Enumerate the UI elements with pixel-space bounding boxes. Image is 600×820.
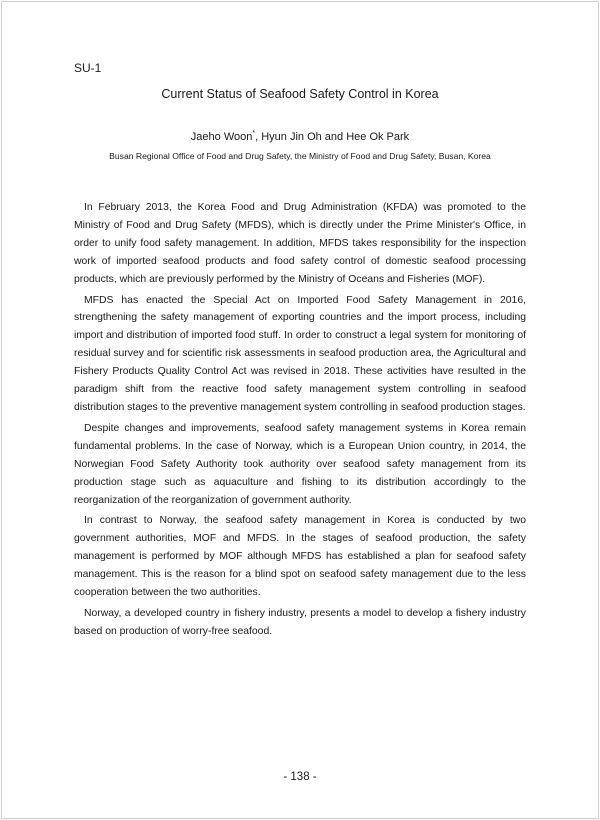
affiliation: Busan Regional Office of Food and Drug Safety, the Ministry of Food and Drug Safety, Busan, Korea [109, 151, 491, 161]
other-authors: , Hyun Jin Oh and Hee Ok Park [255, 131, 410, 143]
first-author: Jaeho Woon [190, 131, 253, 143]
abstract-body [74, 199, 526, 644]
corresponding-mark: * [252, 130, 256, 137]
page-number: - 138 - [283, 771, 317, 783]
paragraph-1: In February 2013, the Korea Food and Drug Administration (KFDA) was promoted to the Ministry of Food and Drug Safety (MFDS), which is directly under the Prime Minister's Office, in order to unify food safety management. In addition, MFDS takes responsibility for the inspection work of imported seafood products and food safety control of domestic seafood processing products, which are previously performed by the Ministry of Oceans and Fisheries (MOF). [74, 202, 526, 285]
session-code: SU-1 [74, 61, 102, 75]
author-line [0, 131, 600, 143]
paragraph-3: Despite changes and improvements, seafood safety management systems in Korea remain fundamental problems. In the case of Norway, which is a European Union country, in 2014, the Norwegian Food Safety Authority took authority over seafood safety management from its production stage such as aquaculture and fishing to its distribution accordingly to the reorganization of the reorganization of government authority. [74, 422, 526, 506]
paragraph-5: Norway, a developed country in fishery industry, presents a model to develop a fishery industry based on production of worry-free seafood. [74, 607, 526, 637]
paper-title: Current Status of Seafood Safety Control in Korea [161, 87, 439, 101]
paragraph-2: MFDS has enacted the Special Act on Imported Food Safety Management in 2016, strengthening the safety management of exporting countries and the import process, including import and distribution of imported food stuff. In order to construct a legal system for monitoring of residual survey and for scientific risk assessments in seafood production area, the Agricultural and Fishery Products Quality Control Act was revised in 2018. These activities have resulted in the paradigm shift from the reactive food safety management system controlling in seafood distribution stages to the preventive management system controlling in seafood production stages. [74, 294, 526, 413]
paragraph-4: In contrast to Norway, the seafood safety management in Korea is conducted by two government authorities, MOF and MFDS. In the stages of seafood production, the safety management is performed by MOF although MFDS has established a plan for seafood safety management. This is the reason for a blind spot on seafood safety management due to the less cooperation between the two authorities. [74, 515, 526, 599]
